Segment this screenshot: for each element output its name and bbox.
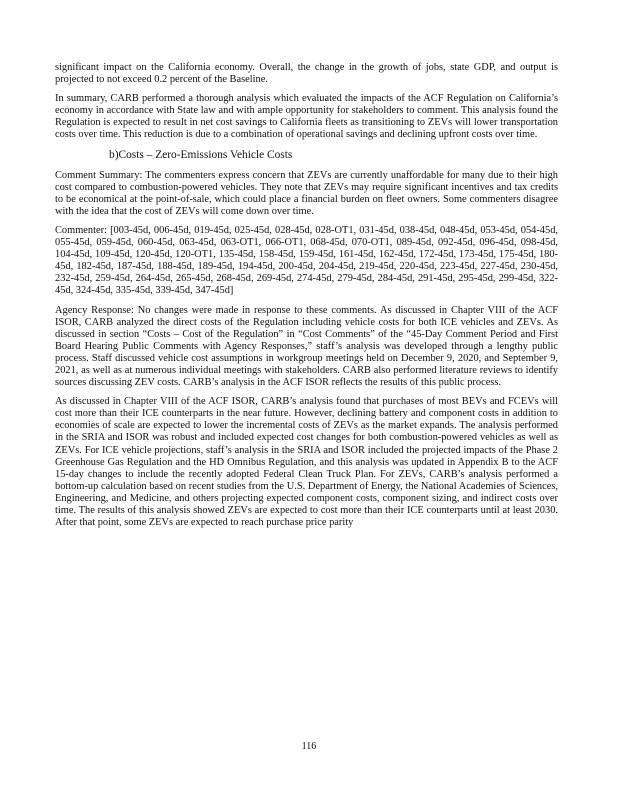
comment-summary-paragraph: Comment Summary: The commenters express concern that ZEVs are currently unaffordable for many due to their high cost compared to combustion-powered vehicles. They note that ZEVs may require significant incentives and tax credits to be economical at the point-of-sale, which could place a financial burden on fleet owners. Some commenters disagree with the idea that the cost of ZEVs will come down over time. (55, 169, 558, 217)
summary-paragraph: In summary, CARB performed a thorough analysis which evaluated the impacts of the ACF Regulation on California’s economy in accordance with State law and with ample opportunity for stakeholders to comment. This analysis found the Regulation is expected to result in net cost savings to California fleets as transitioning to ZEVs will lower transportation costs over time. This reduction is due to a combination of operational savings and declining upfront costs over time. (55, 93, 558, 141)
analysis-paragraph: As discussed in Chapter VIII of the ACF ISOR, CARB’s analysis found that purchases of most BEVs and FCEVs will cost more than their ICE counterparts in the near future. However, declining battery and component costs in addition to economies of scale are expected to lower the incremental costs of ZEVs as the market expands. The analysis performed in the SRIA and ISOR was robust and included expected cost changes for both combustion-powered vehicles as well as ZEVs. For ICE vehicle projections, staff’s analysis in the SRIA and ISOR included the projected impacts of the Phase 2 Greenhouse Gas Regulation and the HD Omnibus Regulation, and this analysis was updated in Appendix B to the ACF 15-day changes to include the recently adopted Federal Clean Truck Plan. For ZEVs, CARB’s analysis performed a bottom-up calculation based on recent studies from the U.S. Department of Energy, the National Academies of Sciences, Engineering, and Medicine, and others projecting expected component costs, component sizing, and indirect costs over time. The results of this analysis showed ZEVs are expected to cost more than their ICE counterparts until at least 2030. After that point, some ZEVs are expected to reach purchase price parity (55, 396, 558, 529)
economy-impact-paragraph: significant impact on the California economy. Overall, the change in the growth of jobs, state GDP, and output is projected to not exceed 0.2 percent of the Baseline. (55, 62, 558, 86)
page-number: 116 (301, 741, 317, 752)
section-heading: b)Costs – Zero-Emissions Vehicle Costs (109, 148, 293, 161)
page-body (55, 62, 558, 536)
agency-response-paragraph: Agency Response: No changes were made in response to these comments. As discussed in Chapter VIII of the ACF ISOR, CARB analyzed the direct costs of the Regulation including vehicle costs for both ICE vehicles and ZEVs. As discussed in section “Costs – Cost of the Regulation” in “Cost Comments” of the “45-Day Comment Period and First Board Hearing Public Comments with Agency Responses,” staff’s analysis was developed through a lengthy public process. Staff discussed vehicle cost assumptions in workgroup meetings held on December 9, 2020, and September 9, 2021, as well as at numerous individual meetings with stakeholders. CARB also performed literature reviews to identify sources discussing ZEV costs. CARB’s analysis in the ACF ISOR reflects the results of this public process. (55, 304, 558, 389)
commenter-list-paragraph: Commenter: [003-45d, 006-45d, 019-45d, 025-45d, 028-45d, 028-OT1, 031-45d, 038-45d, 048-45d, 053-45d, 054-45d, 055-45d, 059-45d, 060-45d, 063-45d, 063-OT1, 066-OT1, 068-45d, 070-OT1, 089-45d, 092-45d, 096-45d, 098-45d, 104-45d, 109-45d, 120-45d, 120-OT1, 135-45d, 158-45d, 159-45d, 161-45d, 162-45d, 172-45d, 173-45d, 175-45d, 180-45d, 182-45d, 187-45d, 188-45d, 189-45d, 194-45d, 200-45d, 204-45d, 219-45d, 220-45d, 223-45d, 227-45d, 230-45d, 232-45d, 259-45d, 264-45d, 265-45d, 268-45d, 269-45d, 274-45d, 279-45d, 284-45d, 291-45d, 295-45d, 299-45d, 322-45d, 324-45d, 335-45d, 339-45d, 347-45d] (55, 224, 558, 297)
